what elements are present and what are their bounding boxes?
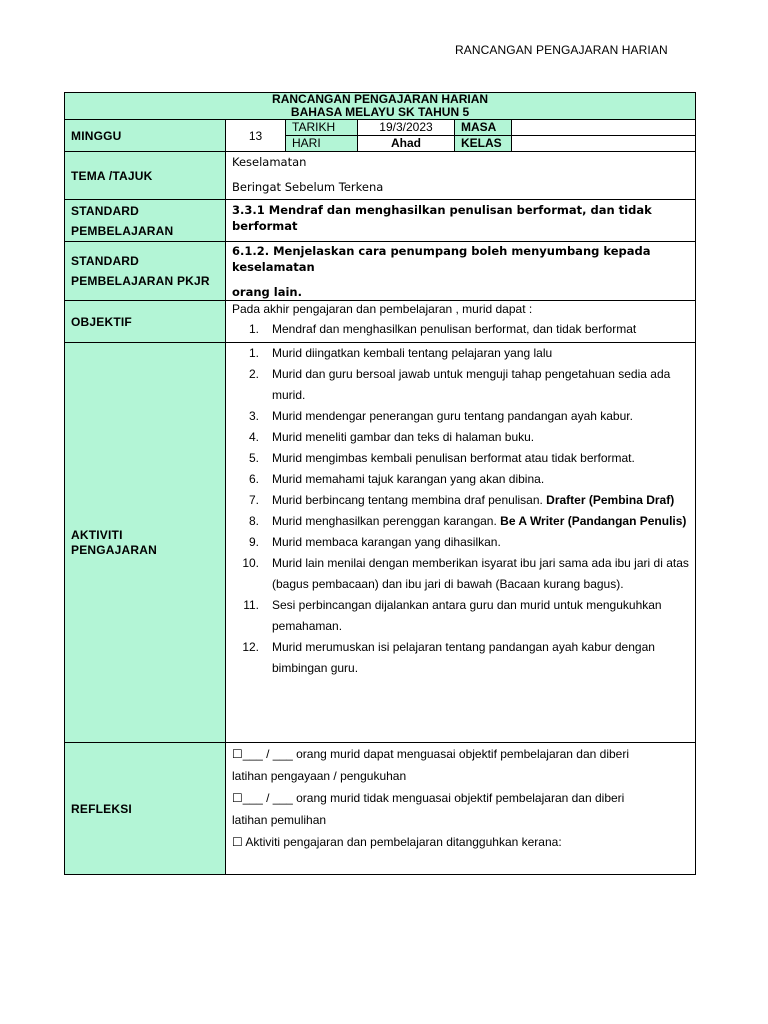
pkjr-label-line-1: STANDARD: [71, 254, 140, 268]
list-item-number: 9.: [248, 535, 259, 549]
refleksi-row: [65, 743, 696, 875]
aktiviti-label-line-2: PENGAJARAN: [71, 542, 158, 557]
tema-line-1: Keselamatan: [232, 155, 307, 169]
list-item-text-plain: Murid lain menilai dengan memberikan isyarat ibu jari sama ada ibu jari di atas (bagus pembacaan) dan ibu jari di bawah (Bacaan kurang bagus).: [272, 556, 689, 591]
minggu-row: [65, 120, 696, 136]
list-item-text: [272, 511, 689, 532]
list-item-text-plain: Murid berbincang tentang membina draf penulisan.: [272, 493, 547, 507]
title-row-1: [65, 93, 696, 107]
list-item-number: 2.: [248, 367, 259, 381]
list-item-number: 8.: [248, 514, 259, 528]
kelas-value: [512, 136, 696, 152]
refleksi-line-3: ☐ Aktiviti pengajaran dan pembelajaran ditangguhkan kerana:: [232, 835, 562, 849]
aktiviti-value: [226, 343, 696, 743]
objektif-label: OBJEKTIF: [65, 301, 226, 343]
refleksi-value: [226, 743, 696, 875]
objektif-list: [232, 317, 689, 341]
pkjr-row: [65, 242, 696, 301]
sp-label-line-1: STANDARD: [71, 203, 140, 218]
minggu-label: MINGGU: [65, 120, 226, 152]
list-item: [232, 490, 689, 511]
refleksi-line-2b: latihan pemulihan: [232, 813, 327, 827]
list-item-number: 3.: [248, 409, 259, 423]
list-item-text: [272, 532, 689, 553]
sp-value: 3.3.1 Mendraf dan menghasilkan penulisan berformat, dan tidak berformat: [226, 200, 696, 242]
table-subtitle: BAHASA MELAYU SK TAHUN 5: [65, 106, 696, 120]
list-item: [232, 317, 689, 341]
list-item-text: [272, 364, 689, 406]
list-item-number: 1.: [248, 346, 259, 360]
sp-label-line-2: PEMBELAJARAN: [71, 223, 174, 238]
list-item: [232, 511, 689, 532]
refleksi-line-2a: ☐___ / ___ orang murid tidak menguasai objektif pembelajaran dan diberi: [232, 791, 625, 805]
hari-value: Ahad: [358, 136, 455, 152]
pkjr-line-2: orang lain.: [232, 285, 302, 299]
list-item: [232, 469, 689, 490]
aktiviti-list: [232, 343, 689, 679]
list-item: [232, 448, 689, 469]
refleksi-label: REFLEKSI: [65, 743, 226, 875]
list-item-text-plain: Murid diingatkan kembali tentang pelajaran yang lalu: [272, 346, 553, 360]
list-item: [232, 364, 689, 406]
pkjr-label: [65, 242, 226, 301]
tarikh-label: TARIKH: [286, 120, 358, 136]
pkjr-value: [226, 242, 696, 301]
list-item-text-plain: Murid merumuskan isi pelajaran tentang pandangan ayah kabur dengan bimbingan guru.: [272, 640, 655, 675]
aktiviti-label-line-1: AKTIVITI: [71, 527, 123, 542]
list-item-number: 10.: [242, 556, 259, 570]
list-item-text: [272, 637, 689, 679]
tema-line-2: Beringat Sebelum Terkena: [232, 180, 384, 194]
lesson-plan-table: [64, 92, 696, 875]
list-item-text: Mendraf dan menghasilkan penulisan berformat, dan tidak berformat: [272, 322, 637, 336]
kelas-label: KELAS: [455, 136, 512, 152]
page-header-title: RANCANGAN PENGAJARAN HARIAN: [455, 43, 668, 57]
objektif-row: [65, 301, 696, 343]
list-item-number: 7.: [248, 493, 259, 507]
list-item-text-plain: Sesi perbincangan dijalankan antara guru dan murid untuk mengukuhkan pemahaman.: [272, 598, 662, 633]
pkjr-line-1: 6.1.2. Menjelaskan cara penumpang boleh menyumbang kepada keselamatan: [232, 244, 651, 274]
aktiviti-label: [65, 343, 226, 743]
list-item-text: [272, 469, 689, 490]
hari-label: HARI: [286, 136, 358, 152]
masa-label: MASA: [455, 120, 512, 136]
list-item: [232, 343, 689, 364]
list-item-number: 4.: [248, 430, 259, 444]
list-item-text-plain: Murid mengimbas kembali penulisan berformat atau tidak berformat.: [272, 451, 635, 465]
list-item: [232, 406, 689, 427]
list-item: [232, 637, 689, 679]
sp-row: [65, 200, 696, 242]
objektif-intro: Pada akhir pengajaran dan pembelajaran , murid dapat :: [232, 302, 533, 316]
tema-row: [65, 152, 696, 200]
sp-label: [65, 200, 226, 242]
list-item-number: 6.: [248, 472, 259, 486]
list-item-text-plain: Murid membaca karangan yang dihasilkan.: [272, 535, 501, 549]
tema-value: [226, 152, 696, 200]
list-item-text-plain: Murid dan guru bersoal jawab untuk menguji tahap pengetahuan sedia ada murid.: [272, 367, 671, 402]
list-item-number: 12.: [242, 640, 259, 654]
list-item-text-plain: Murid meneliti gambar dan teks di halaman buku.: [272, 430, 535, 444]
list-item-text-plain: Murid memahami tajuk karangan yang akan dibina.: [272, 472, 545, 486]
list-item-text-bold: Be A Writer (Pandangan Penulis): [500, 514, 687, 528]
tema-label: TEMA /TAJUK: [65, 152, 226, 200]
tarikh-value: 19/3/2023: [358, 120, 455, 136]
list-item-text: [272, 427, 689, 448]
table-title: RANCANGAN PENGAJARAN HARIAN: [65, 93, 696, 107]
objektif-value: [226, 301, 696, 343]
list-item-text-plain: Murid menghasilkan perenggan karangan.: [272, 514, 501, 528]
list-item-text: [272, 448, 689, 469]
list-item-number: 11.: [243, 598, 259, 612]
list-item-text: [272, 406, 689, 427]
list-item-text: [272, 553, 689, 595]
list-item-text: [272, 595, 689, 637]
list-item: [232, 553, 689, 595]
list-item-number: 5.: [248, 451, 259, 465]
list-item-text: [272, 343, 689, 364]
list-item-text-bold: Drafter (Pembina Draf): [546, 493, 675, 507]
pkjr-label-line-2: PEMBELAJARAN PKJR: [71, 274, 210, 288]
refleksi-line-1b: latihan pengayaan / pengukuhan: [232, 769, 407, 783]
list-item-number: 1.: [248, 322, 259, 336]
minggu-value: 13: [226, 120, 286, 152]
title-row-2: [65, 106, 696, 120]
refleksi-line-1a: ☐___ / ___ orang murid dapat menguasai objektif pembelajaran dan diberi: [232, 747, 630, 761]
aktiviti-row: [65, 343, 696, 743]
list-item-text: [272, 490, 689, 511]
list-item: [232, 532, 689, 553]
list-item-text-plain: Murid mendengar penerangan guru tentang pandangan ayah kabur.: [272, 409, 633, 423]
list-item: [232, 427, 689, 448]
masa-value: [512, 120, 696, 136]
list-item: [232, 595, 689, 637]
